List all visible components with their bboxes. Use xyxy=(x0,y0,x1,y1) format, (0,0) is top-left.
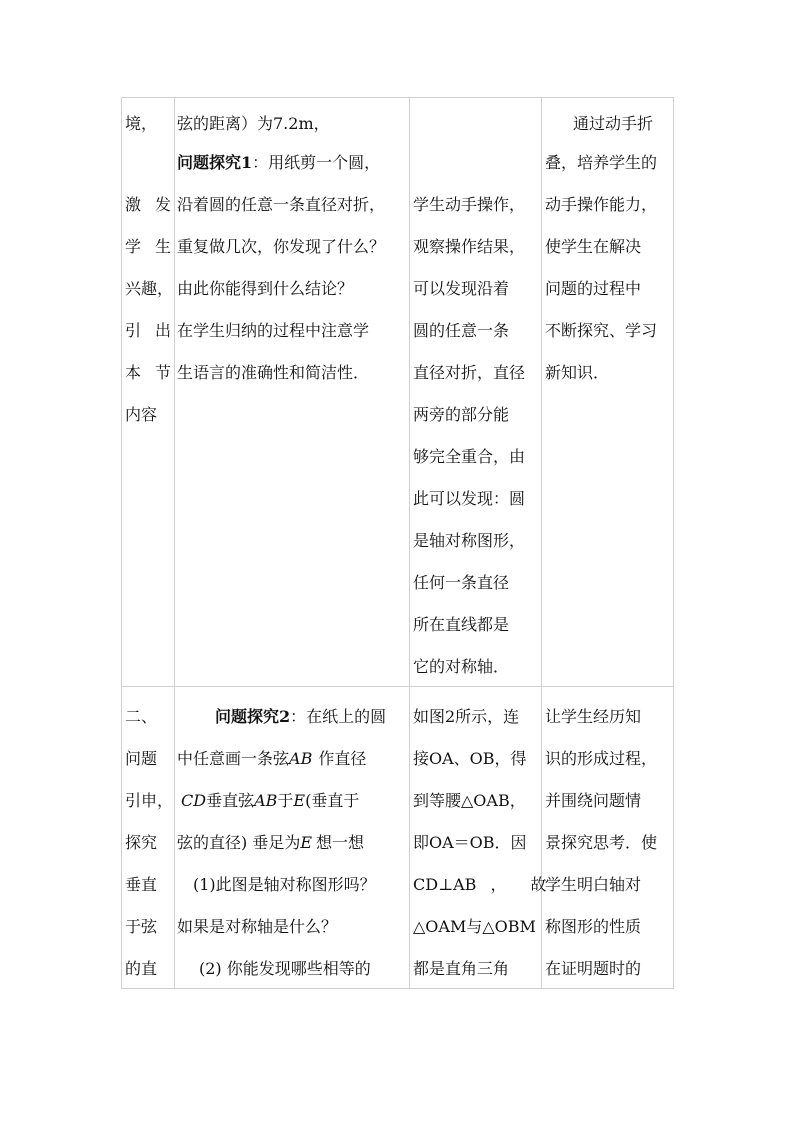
text-span: 故 xyxy=(530,875,547,894)
text-line: 引申， xyxy=(125,791,174,810)
text-line: 于弦 xyxy=(125,917,158,936)
text-line xyxy=(181,792,359,810)
text-line: 通过动手折 xyxy=(573,114,654,133)
table-border-bottom xyxy=(121,988,674,989)
text-line: 动手操作能力， xyxy=(545,195,658,214)
text-line: 到等腰△OAB， xyxy=(413,791,526,810)
text-line: 直径对折，直径 xyxy=(413,363,526,382)
text-line xyxy=(215,708,386,726)
text-line: 垂直 xyxy=(125,875,158,894)
math-var: AB xyxy=(254,791,278,810)
text-char: 节 xyxy=(155,363,172,382)
text-line: 境， xyxy=(125,114,158,133)
text-char: 发 xyxy=(155,195,172,214)
column-divider xyxy=(409,97,410,989)
text-span: 于 xyxy=(277,791,294,810)
text-line: 探究 xyxy=(125,833,158,852)
text-char: 生 xyxy=(155,237,172,256)
table-border-left xyxy=(121,97,122,989)
bold-heading: 问题探究1 xyxy=(177,153,253,172)
text-line xyxy=(413,876,546,894)
text-line xyxy=(125,364,171,382)
text-line: 景探究思考．使 xyxy=(545,833,658,852)
table-border-top xyxy=(121,97,674,98)
text-line: 它的对称轴． xyxy=(413,657,510,676)
text-line: 够完全重合，由 xyxy=(413,447,526,466)
text-span: ：用纸剪一个圆， xyxy=(252,153,381,172)
text-span: (垂直于 xyxy=(305,791,360,810)
text-span: 中任意画一条弦 xyxy=(177,749,290,768)
column-divider xyxy=(174,97,175,989)
text-span: 垂直弦 xyxy=(206,791,255,810)
text-line xyxy=(125,322,171,340)
text-line: 如果是对称轴是什么？ xyxy=(177,917,338,936)
text-line: 都是直角三角 xyxy=(413,959,510,978)
row-divider xyxy=(121,686,674,687)
text-span: 作直径 xyxy=(318,749,367,768)
text-char: 引 xyxy=(125,321,142,340)
text-line: 即OA＝OB．因 xyxy=(413,833,527,852)
text-line: 并围绕问题情 xyxy=(545,791,642,810)
text-line: 叠，培养学生的 xyxy=(545,153,658,172)
text-line: 沿着圆的任意一条直径对折， xyxy=(177,195,386,214)
text-line xyxy=(177,834,364,852)
table-border-right xyxy=(673,97,674,989)
math-var: E xyxy=(300,833,313,852)
text-line: 可以发现沿着 xyxy=(413,279,510,298)
text-line: 内容 xyxy=(125,405,158,424)
text-line: 生语言的准确性和简洁性． xyxy=(177,363,370,382)
text-span: ， xyxy=(490,875,507,894)
text-line: 问题 xyxy=(125,749,158,768)
text-span: 想一想 xyxy=(316,833,365,852)
text-line xyxy=(177,154,380,172)
text-line: (1)此图是轴对称图形吗？ xyxy=(193,875,376,894)
text-char: 本 xyxy=(125,363,142,382)
text-line: (2) 你能发现哪些相等的 xyxy=(199,959,371,978)
text-line: 此可以发现：圆 xyxy=(413,489,526,508)
text-line: 如图2所示，连 xyxy=(413,707,520,726)
text-line: 在学生归纳的过程中注意学 xyxy=(177,321,370,340)
text-line xyxy=(125,238,171,256)
text-line: 任何一条直径 xyxy=(413,573,510,592)
text-span: 弦的直径) 垂足为 xyxy=(177,833,301,852)
text-line: 是轴对称图形， xyxy=(413,531,526,550)
text-line xyxy=(125,196,171,214)
text-line: 学生明白轴对 xyxy=(545,875,642,894)
text-line: △OAM与△OBM xyxy=(413,917,536,936)
text-char: 激 xyxy=(125,195,142,214)
text-line: 观察操作结果， xyxy=(413,237,526,256)
lesson-plan-table xyxy=(121,97,674,989)
text-line: 所在直线都是 xyxy=(413,615,510,634)
text-line: 新知识． xyxy=(545,363,610,382)
text-line: 圆的任意一条 xyxy=(413,321,510,340)
text-line: 由此你能得到什么结论？ xyxy=(177,279,354,298)
text-span: ：在纸上的圆 xyxy=(290,707,387,726)
text-line: 识的形成过程， xyxy=(545,749,658,768)
text-line: 弦的距离）为7.2m， xyxy=(177,114,330,133)
text-line: 两旁的部分能 xyxy=(413,405,510,424)
text-line: 问题的过程中 xyxy=(545,279,642,298)
text-line: 的直 xyxy=(125,959,158,978)
text-line: 不断探究、学习 xyxy=(545,321,658,340)
math-var: E xyxy=(293,791,306,810)
text-line: 使学生在解决 xyxy=(545,237,642,256)
text-line: 接OA、OB，得 xyxy=(413,749,527,768)
text-line xyxy=(177,750,366,768)
text-line: 在证明题时的 xyxy=(545,959,642,978)
text-line: 兴趣， xyxy=(125,279,174,298)
text-line: 重复做几次，你发现了什么？ xyxy=(177,237,386,256)
text-char: 出 xyxy=(155,321,172,340)
text-char: 学 xyxy=(125,237,142,256)
text-span: CD⊥AB xyxy=(413,875,477,894)
column-divider xyxy=(541,97,542,989)
text-line: 二、 xyxy=(125,707,158,726)
bold-heading: 问题探究2 xyxy=(215,707,291,726)
text-line: 称图形的性质 xyxy=(545,917,642,936)
math-var: CD xyxy=(181,791,207,810)
text-line: 让学生经历知 xyxy=(545,707,642,726)
text-line: 学生动手操作， xyxy=(413,195,526,214)
math-var: AB xyxy=(289,749,313,768)
